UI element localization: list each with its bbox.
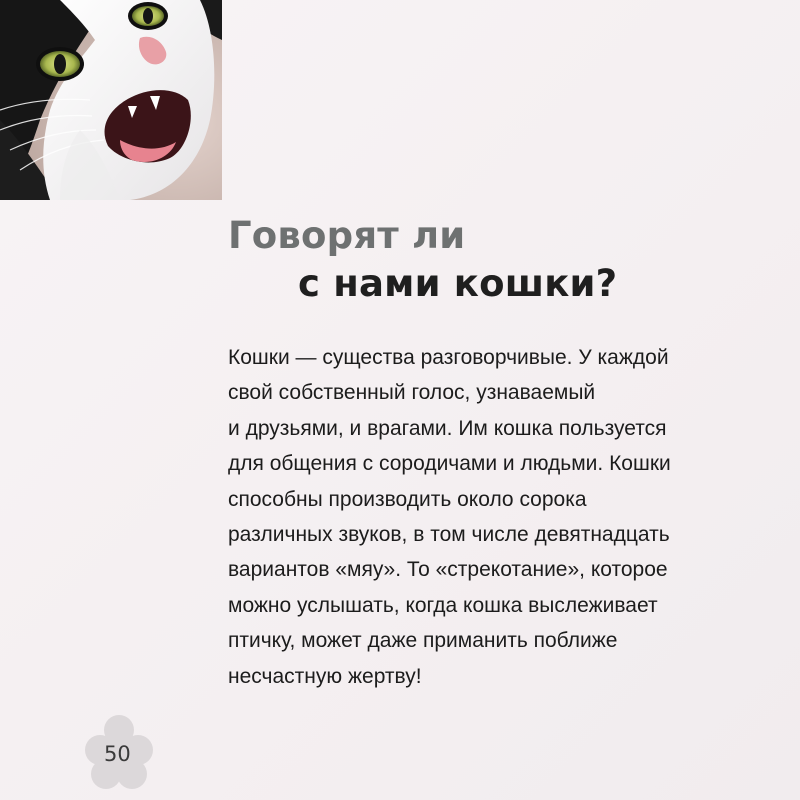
body-line: и друзьями, и врагами. Им кошка пользуется bbox=[228, 416, 667, 440]
cat-photo bbox=[0, 0, 222, 200]
body-line: Кошки — существа разговорчивые. У каждой bbox=[228, 346, 669, 369]
body-line: для общения с сородичами и людьми. Кошки bbox=[228, 452, 671, 476]
body-line: можно услышать, когда кошка выслеживает bbox=[228, 593, 658, 617]
page-title-line-1: Говорят ли bbox=[228, 214, 466, 257]
body-paragraph bbox=[228, 340, 738, 694]
body-line: различных звуков, в том числе девятнадцать bbox=[228, 523, 670, 547]
body-line: несчастную жертву! bbox=[228, 664, 422, 688]
body-line: способны производить около сорока bbox=[228, 487, 587, 511]
page-title-line-2: с нами кошки? bbox=[298, 262, 618, 305]
body-line: свой собственный голос, узнаваемый bbox=[228, 381, 596, 405]
page-number: 50 bbox=[104, 742, 131, 766]
body-line: вариантов «мяу». То «стрекотание», которое bbox=[228, 558, 668, 582]
body-line: птичку, может даже приманить поближе bbox=[228, 629, 618, 653]
